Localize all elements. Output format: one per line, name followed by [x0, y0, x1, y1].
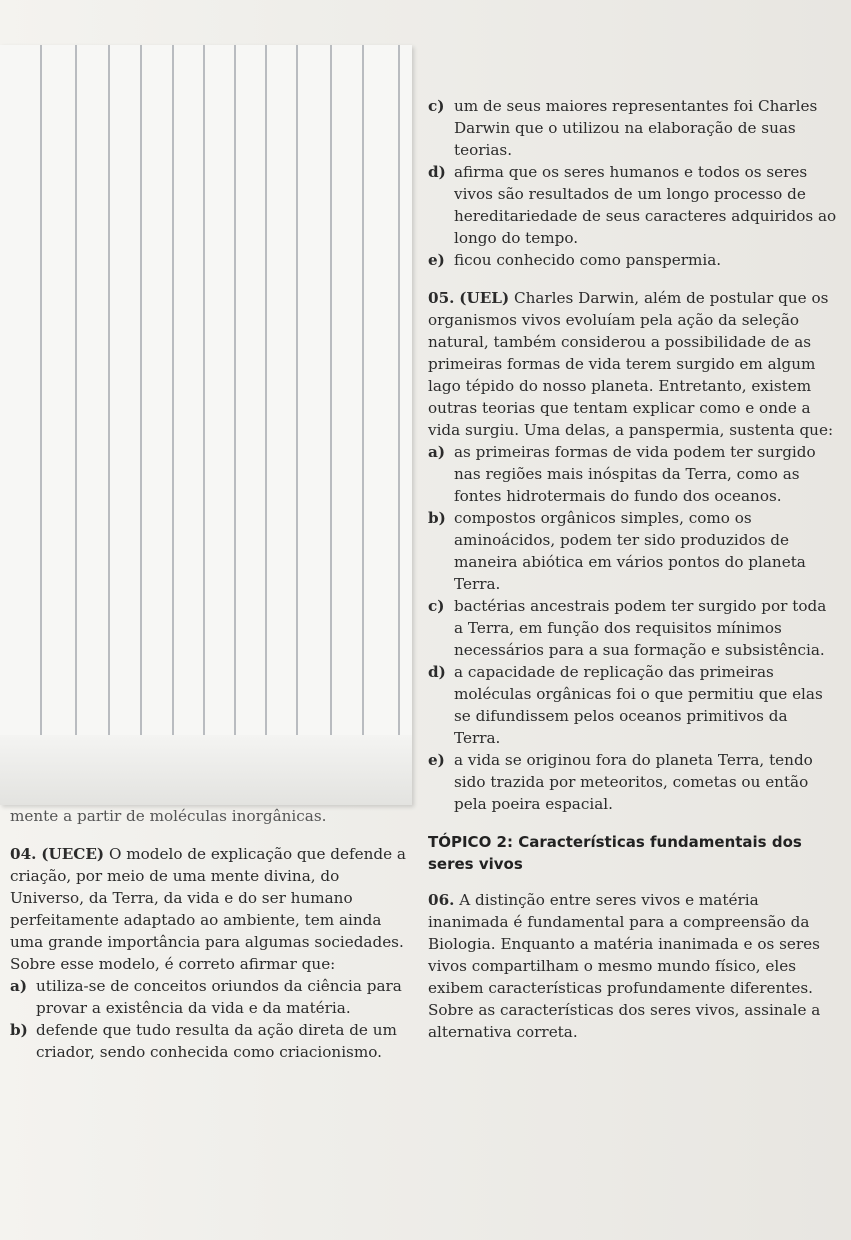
notepad-line: [398, 45, 400, 805]
question-03-fragment: [10, 805, 410, 827]
question-number: 05.: [428, 289, 455, 307]
option-label: a): [10, 977, 28, 995]
notepad-line: [140, 45, 142, 805]
option-label: c): [428, 97, 445, 115]
notepad-line: [362, 45, 364, 805]
option-text: a capacidade de replicação das primeiras moléculas orgânicas foi o que permitiu que elas se difundissem pelos oceanos primitivos da Terra.: [454, 663, 823, 747]
right-column: [428, 95, 838, 1043]
notepad-line: [40, 45, 42, 805]
question-number: 04.: [10, 845, 37, 863]
q04-option-c: [428, 95, 838, 161]
option-label: a): [428, 443, 446, 461]
option-text: um de seus maiores representantes foi Charles Darwin que o utilizou na elaboração de suas teorias.: [454, 97, 818, 159]
option-label: d): [428, 163, 446, 181]
q05-option-e: [428, 749, 838, 815]
option-text: as primeiras formas de vida podem ter surgido nas regiões mais inóspitas da Terra, como as fontes hidrotermais do fundo dos oceanos.: [454, 443, 816, 505]
overlapping-notepad: [0, 45, 412, 805]
question-04-stem: [10, 843, 410, 975]
notepad-line: [75, 45, 77, 805]
fragment-end: mente a partir de moléculas inorgânicas.: [10, 807, 327, 825]
option-text: defende que tudo resulta da ação direta de um criador, sendo conhecida como criacionismo.: [36, 1021, 397, 1061]
question-text: O modelo de explicação que defende a criação, por meio de uma mente divina, do Universo, da Terra, da vida e do ser humano perfeitamente adaptado ao ambiente, tem ainda uma grande importância para algumas sociedades. Sobre esse modelo, é correto afirmar que:: [10, 845, 406, 973]
q04-option-e: [428, 249, 838, 271]
topic-heading: TÓPICO 2: Características fundamentais dos seres vivos: [428, 833, 802, 873]
q05-option-a: [428, 441, 838, 507]
option-label: e): [428, 251, 445, 269]
notepad-line: [203, 45, 205, 805]
notepad-line: [172, 45, 174, 805]
question-text: Charles Darwin, além de postular que os organismos vivos evoluíam pela ação da seleção natural, também considerou a possibilidade de as primeiras formas de vida terem surgido em algum lago tépido do nosso planeta. Entretanto, existem outras teorias que tentam explicar como e onde a vida surgiu. Uma delas, a panspermia, sustenta que:: [428, 289, 834, 439]
question-05: [428, 287, 838, 815]
option-label: b): [10, 1021, 28, 1039]
notepad-line: [234, 45, 236, 805]
question-05-stem: [428, 287, 838, 441]
q05-option-d: [428, 661, 838, 749]
question-source: (UECE): [41, 845, 105, 863]
option-label: c): [428, 597, 445, 615]
notepad-bottom-edge: [0, 735, 412, 805]
q04-option-b: [10, 1019, 410, 1063]
notepad-line: [108, 45, 110, 805]
notepad-line: [330, 45, 332, 805]
option-text: bactérias ancestrais podem ter surgido por toda a Terra, em função dos requisitos mínimos necessários para a sua formação e subsistência.: [454, 597, 827, 659]
left-column: [10, 805, 410, 1063]
q05-option-b: [428, 507, 838, 595]
q04-option-d: [428, 161, 838, 249]
option-text: ficou conhecido como panspermia.: [454, 251, 722, 269]
option-text: a vida se originou fora do planeta Terra, tendo sido trazida por meteoritos, cometas ou então pela poeira espacial.: [454, 751, 813, 813]
question-source: (UEL): [459, 289, 510, 307]
q04-option-a: [10, 975, 410, 1019]
option-label: e): [428, 751, 445, 769]
question-text: A distinção entre seres vivos e matéria inanimada é fundamental para a compreensão da Biologia. Enquanto a matéria inanimada e os seres vivos compartilham o mesmo mundo físico, eles exibem características profundamente diferentes. Sobre as características dos seres vivos, assinale a alternativa correta.: [428, 891, 821, 1041]
option-label: b): [428, 509, 446, 527]
option-label: d): [428, 663, 446, 681]
question-06-stem: [428, 889, 838, 1043]
option-text: utiliza-se de conceitos oriundos da ciência para provar a existência da vida e da matéria.: [36, 977, 402, 1017]
q05-option-c: [428, 595, 838, 661]
notepad-line: [265, 45, 267, 805]
question-06: [428, 889, 838, 1043]
option-text: compostos orgânicos simples, como os aminoácidos, podem ter sido produzidos de maneira abiótica em vários pontos do planeta Terra.: [454, 509, 806, 593]
notepad-line: [296, 45, 298, 805]
question-number: 06.: [428, 891, 455, 909]
question-04: [10, 843, 410, 1063]
option-text: afirma que os seres humanos e todos os seres vivos são resultados de um longo processo de hereditariedade de seus caracteres adquiridos ao longo do tempo.: [454, 163, 837, 247]
